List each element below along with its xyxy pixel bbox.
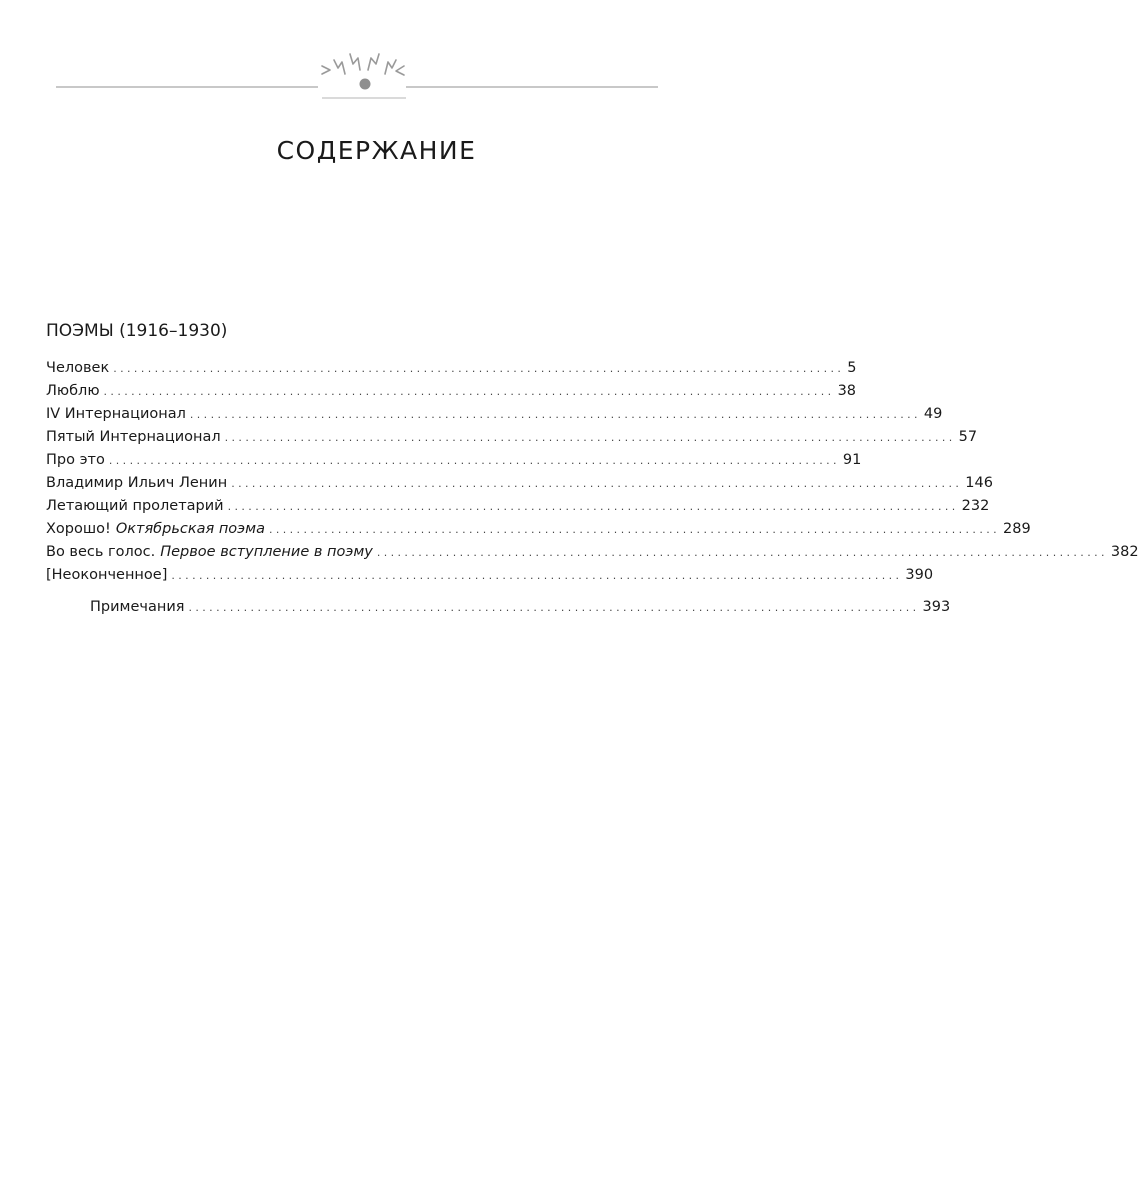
toc-entry-page: 382 — [1110, 544, 1139, 560]
toc-entry[interactable] — [46, 380, 857, 403]
notes-entry[interactable] — [90, 596, 951, 619]
toc-entry-page: 146 — [965, 475, 993, 491]
toc-entry-main-title: Во весь голос. — [46, 544, 156, 560]
toc-list — [46, 357, 1139, 587]
toc-entry-page: 232 — [961, 498, 990, 514]
toc-entry-title: Летающий пролетарий — [46, 498, 224, 514]
toc-entry-title: [Неоконченное] — [46, 567, 168, 583]
toc-entry-title: Владимир Ильич Ленин — [46, 475, 228, 491]
toc-entry-page: 49 — [923, 406, 943, 422]
toc-entry-title: Люблю — [46, 383, 100, 399]
sun-rays — [322, 54, 404, 75]
toc-entry-page: 91 — [842, 452, 862, 468]
toc-entry-title: Человек — [46, 360, 110, 376]
dot-leader: .......................................................................................................... — [227, 500, 959, 513]
section-heading: ПОЭМЫ (1916–1930) — [46, 321, 228, 341]
toc-entry-page: 5 — [847, 360, 857, 376]
toc-entry-page: 38 — [837, 383, 857, 399]
toc-entry-title — [46, 541, 373, 564]
notes-title: Примечания — [90, 599, 185, 615]
toc-entry[interactable] — [46, 518, 1031, 541]
dot-leader: .......................................................................................................... — [189, 408, 921, 421]
toc-entry[interactable] — [46, 357, 857, 380]
toc-entry[interactable] — [46, 472, 993, 495]
toc-entry-main-title: Хорошо! — [46, 521, 111, 537]
dot-leader: .......................................................................................................... — [231, 477, 963, 490]
toc-entry-title: Пятый Интернационал — [46, 429, 221, 445]
toc-entry[interactable] — [46, 403, 943, 426]
toc-entry-subtitle: Октябрьская поэма — [115, 521, 265, 537]
toc-entry[interactable] — [46, 449, 862, 472]
dot-leader: .......................................................................................................... — [188, 601, 920, 614]
toc-entry-title: Про это — [46, 452, 105, 468]
dot-leader: .......................................................................................................... — [103, 385, 835, 398]
dot-leader: .......................................................................................................... — [224, 431, 956, 444]
toc-entry-title: IV Интернационал — [46, 406, 186, 422]
toc-entry-page: 57 — [958, 429, 978, 445]
toc-entry-subtitle: Первое вступление в поэму — [160, 544, 373, 560]
dot-leader: .......................................................................................................... — [171, 569, 903, 582]
dot-leader: .......................................................................................................... — [376, 546, 1108, 559]
toc-entry[interactable] — [46, 541, 1139, 564]
toc-entry[interactable] — [46, 564, 934, 587]
sun-disc — [360, 79, 371, 90]
toc-entry-page: 390 — [905, 567, 934, 583]
notes-page: 393 — [922, 599, 951, 615]
toc-entry-title — [46, 518, 265, 541]
toc-entry[interactable] — [46, 426, 978, 449]
page-title: СОДЕРЖАНИЕ — [276, 136, 477, 165]
dot-leader: .......................................................................................................... — [113, 362, 845, 375]
sunburst-ornament — [56, 40, 658, 110]
dot-leader: .......................................................................................................... — [108, 454, 840, 467]
dot-leader: .......................................................................................................... — [268, 523, 1001, 536]
toc-entry-page: 289 — [1003, 521, 1031, 537]
toc-entry[interactable] — [46, 495, 990, 518]
